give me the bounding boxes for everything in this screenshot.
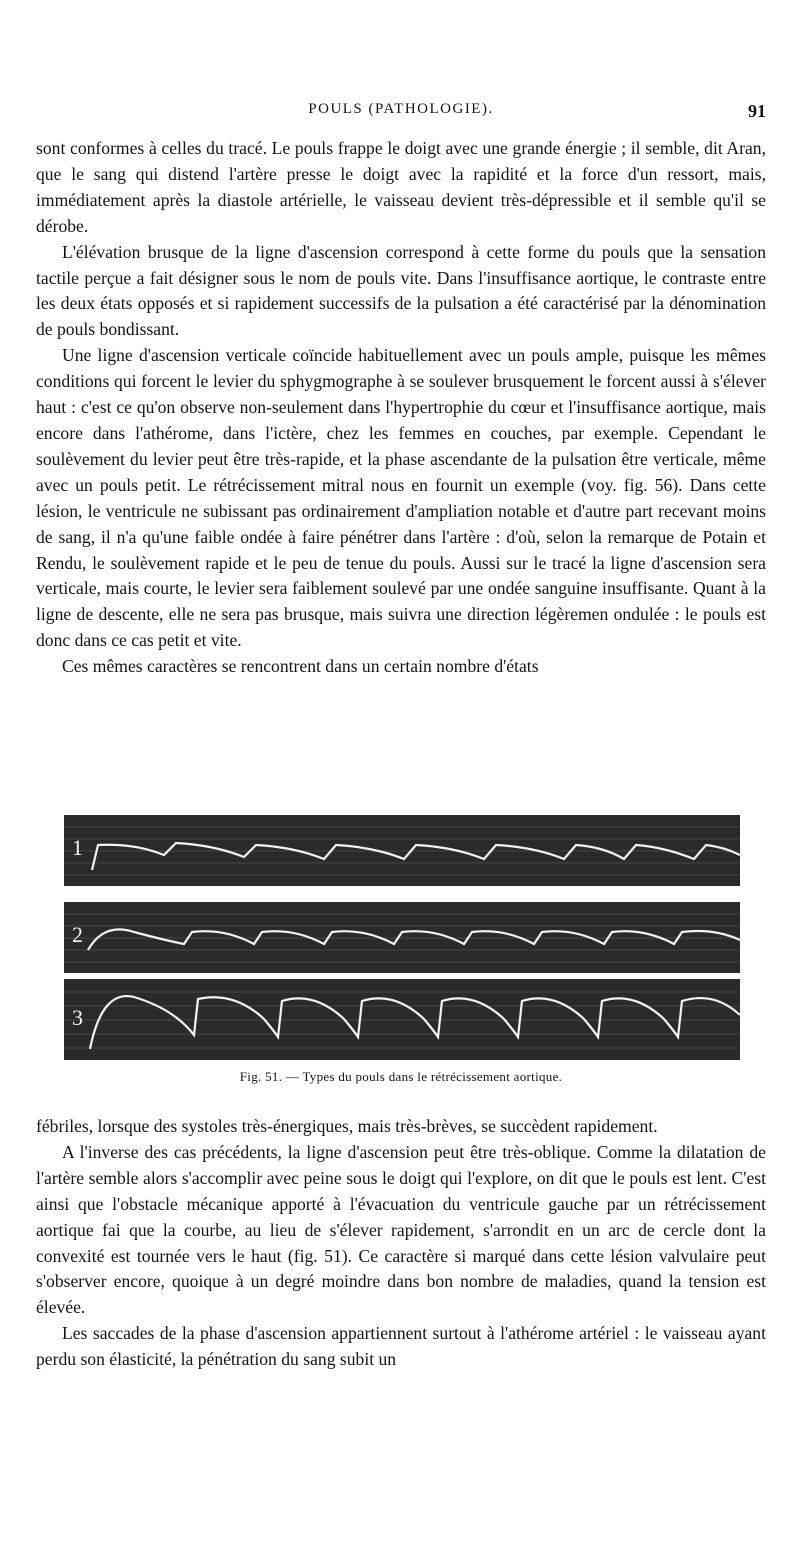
figure-caption: Fig. 51. — Types du pouls dans le rétrécissement aortique. [239, 1069, 563, 1084]
trace-label: 3 [72, 1005, 83, 1030]
body-text-bottom [36, 1114, 766, 1373]
page-number: 91 [748, 101, 766, 121]
running-title: POULS (PATHOLOGIE). [308, 101, 494, 117]
paragraph: Une ligne d'ascension verticale coïncide habituellement avec un pouls ample, puisque les mêmes conditions qui forcent le levier du sphygmographe à se soulever brusquement le forcent aussi à s'élever haut : c'est ce qu'on observe non-seulement dans l'hypertrophie du cœur et l'insuffisance aortique, mais encore dans l'athérome, dans l'ictère, chez les femmes en couches, par exemple. Cependant le soulèvement du levier peut être très-rapide, et la phase ascendante de la pulsation être verticale, même avec un pouls petit. Le rétrécissement mitral nous en fournit un exemple (voy. fig. 56). Dans cette lésion, le ventricule ne subissant pas ordinairement d'ampliation notable et d'autre part recevant moins de sang, il n'a qu'une faible ondée à faire pénétrer dans l'artère : d'où, selon la remarque de Potain et Rendu, le soulèvement rapide et le peu de tenue du pouls. Aussi sur le tracé la ligne d'ascension sera verticale, mais courte, le levier sera faiblement soulevé par une ondée sanguine insuffisante. Quant à la ligne de descente, elle ne sera pas brusque, mais suivra une direction légèremen ondulée : le pouls est donc dans ce cas petit et vite. [36, 345, 766, 651]
page-header [36, 101, 766, 123]
pulse-trace-1 [64, 815, 740, 886]
trace-label: 2 [72, 922, 83, 947]
paragraph: A l'inverse des cas précédents, la ligne d'ascension peut être très-oblique. Comme la dilatation de l'artère semble alors s'accomplir avec peine sous le doigt qui l'explore, on dit que le pouls est lent. C'est ainsi que l'obstacle mécanique apporté à l'évacuation du ventricule gauche par un rétrécissement aortique fai que la courbe, au lieu de s'élever rapidement, s'arrondit en un arc de cercle dont la convexité est tournée vers le haut (fig. 51). Ce caractère si marqué dans cette lésion valvulaire peut s'observer encore, quoique à un degré moindre dans bon nombre de maladies, quand la tension est élevée. [36, 1141, 766, 1318]
body-text-top [36, 136, 766, 680]
paragraph: L'élévation brusque de la ligne d'ascension correspond à cette forme du pouls que la sensation tactile perçue a fait désigner sous le nom de pouls vite. Dans l'insuffisance aortique, le contraste entre les deux états opposés et si rapidement successifs de la pulsation a été caractérisé par la dénomination de pouls bondissant. [36, 241, 766, 340]
paragraph: fébriles, lorsque des systoles très-énergiques, mais très-brèves, se succèdent rapidement. [36, 1116, 658, 1136]
sphygmograph-figure [64, 815, 740, 1060]
paragraph: sont conformes à celles du tracé. Le pouls frappe le doigt avec une grande énergie ; il semble, dit Aran, que le sang qui distend l'artère presse le doigt avec la rapidité et la force d'un ressort, mais, immédiatement après la diastole artérielle, le vaisseau devient très-dépressible et il semble qu'il se dérobe. [36, 138, 766, 236]
paragraph: Les saccades de la phase d'ascension appartiennent surtout à l'athérome artériel : le vaisseau ayant perdu son élasticité, la pénétration du sang subit un [36, 1323, 766, 1370]
trace-label: 1 [72, 835, 83, 860]
pulse-trace-3 [64, 979, 740, 1060]
paragraph: Ces mêmes caractères se rencontrent dans un certain nombre d'états [62, 656, 539, 677]
pulse-trace-2 [64, 902, 740, 973]
